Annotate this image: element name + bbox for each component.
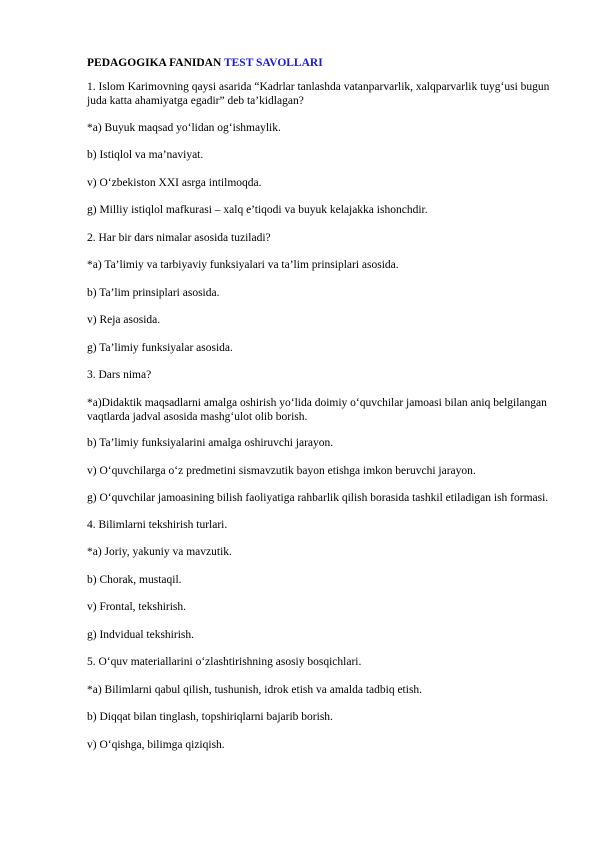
q3-answer-b: b) Ta’limiy funksiyalarini amalga oshiruvchi jarayon. <box>87 437 334 449</box>
title-main: PEDAGOGIKA FANIDAN <box>87 57 222 69</box>
title-accent: TEST SAVOLLARI <box>223 57 323 69</box>
q2-answer-b: b) Ta’lim prinsiplari asosida. <box>87 286 220 299</box>
q2-answer-g: g) Ta’limiy funksiyalar asosida. <box>87 341 233 354</box>
q3-answer-g: g) O‘quvchilar jamoasining bilish faoliyatiga rahbarlik qilish borasida tashkil etiladigan ish formasi. <box>87 492 549 504</box>
q2-answer-v: v) Reja asosida. <box>87 314 161 326</box>
question-3: 3. Dars nima? <box>87 369 152 381</box>
question-4: 4. Bilimlarni tekshirish turlari. <box>87 518 228 531</box>
document-title <box>87 56 552 70</box>
q4-answer-g: g) Indvidual tekshirish. <box>87 628 194 641</box>
question-5: 5. O‘quv materiallarini o‘zlashtirishning asosiy bosqichlari. <box>87 656 362 668</box>
q4-answer-b: b) Chorak, mustaqil. <box>87 573 182 586</box>
q5-answer-b: b) Diqqat bilan tinglash, topshiriqlarni bajarib borish. <box>87 711 333 723</box>
q1-answer-v: v) O‘zbekiston XXI asrga intilmoqda. <box>87 176 262 189</box>
q5-answer-v: v) O‘qishga, bilimga qiziqish. <box>87 738 225 751</box>
question-2: 2. Har bir dars nimalar asosida tuziladi? <box>87 231 271 244</box>
q1-answer-a: *a) Buyuk maqsad yo‘lidan og‘ishmaylik. <box>87 121 281 134</box>
q3-answer-a: *a)Didaktik maqsadlarni amalga oshirish yo‘lida doimiy o‘quvchilar jamoasi bilan aniq belgilangan vaqtlarda jadval asosida mashg‘ulot olib borish. <box>87 396 547 423</box>
q1-answer-g: g) Milliy istiqlol mafkurasi – xalq e’tiqodi va buyuk kelajakka ishonchdir. <box>87 204 428 216</box>
document-page <box>87 56 552 765</box>
q4-answer-a: *a) Joriy, yakuniy va mavzutik. <box>87 546 232 558</box>
q2-answer-a: *a) Ta’limiy va tarbiyaviy funksiyalari va ta’lim prinsiplari asosida. <box>87 259 399 271</box>
question-1: 1. Islom Karimovning qaysi asarida “Kadrlar tanlashda vatanparvarlik, xalqparvarlik tuyg‘usi bugun juda katta ahamiyatga egadir” deb ta’kidlagan? <box>87 81 550 107</box>
q1-answer-b: b) Istiqlol va ma’naviyat. <box>87 149 204 161</box>
q3-answer-v: v) O‘quvchilarga o‘z predmetini sismavzutik bayon etishga imkon beruvchi jarayon. <box>87 464 476 477</box>
q5-answer-a: *a) Bilimlarni qabul qilish, tushunish, idrok etish va amalda tadbiq etish. <box>87 683 423 696</box>
q4-answer-v: v) Frontal, tekshirish. <box>87 601 187 613</box>
